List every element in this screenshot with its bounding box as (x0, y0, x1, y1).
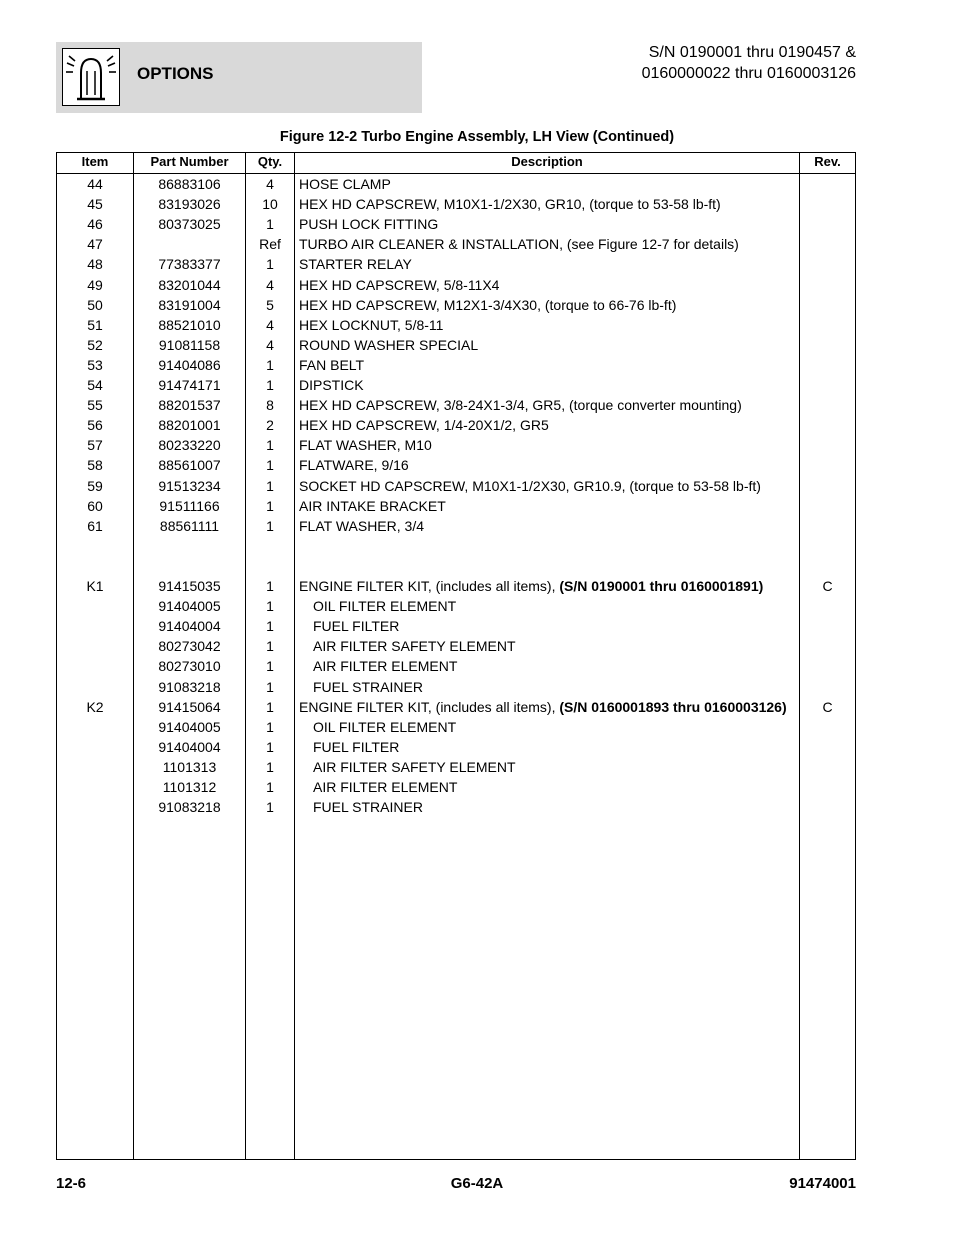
qty-cell: 1 (266, 638, 274, 655)
part-number-cell: 91404005 (158, 598, 221, 615)
description-cell (299, 455, 409, 475)
item-cell: 53 (87, 356, 103, 373)
qty-cell: Ref (259, 236, 281, 253)
part-number-cell: 91404004 (158, 738, 221, 755)
col-header-item: Item (81, 154, 109, 169)
part-number-cell: 91513234 (158, 477, 221, 494)
table-row (57, 214, 855, 234)
table-row (57, 697, 855, 717)
description-text: FUEL STRAINER (313, 799, 423, 816)
description-cell (299, 295, 676, 315)
part-number-cell: 80273010 (158, 658, 221, 675)
qty-cell: 5 (266, 296, 274, 313)
qty-cell: 1 (266, 799, 274, 816)
description-cell (299, 335, 478, 355)
table-row (57, 536, 855, 556)
description-cell (313, 596, 456, 616)
description-cell (299, 275, 499, 295)
item-cell: 52 (87, 336, 103, 353)
item-cell: 49 (87, 276, 103, 293)
part-number-cell: 83193026 (158, 196, 221, 213)
qty-cell: 4 (266, 336, 274, 353)
item-cell: 55 (87, 397, 103, 414)
description-cell (299, 435, 432, 455)
qty-cell: 1 (266, 377, 274, 393)
qty-cell: 1 (266, 779, 274, 795)
description-text: HEX LOCKNUT, 5/8-11 (299, 316, 444, 333)
qty-cell: 1 (266, 758, 274, 775)
table-row (57, 616, 855, 636)
description-text: ENGINE FILTER KIT, (includes all items), (299, 578, 560, 594)
table-row (57, 174, 855, 194)
description-text: SOCKET HD CAPSCREW, M10X1-1/2X30, GR10.9, (torque to 53-58 lb-ft) (299, 477, 761, 494)
description-text: FLATWARE, 9/16 (299, 457, 409, 474)
qty-cell: 1 (266, 497, 274, 514)
description-text: HEX HD CAPSCREW, 1/4-20X1/2, GR5 (299, 417, 549, 434)
table-row (57, 435, 855, 455)
part-number-cell: 91474171 (158, 377, 221, 393)
qty-cell: 1 (266, 618, 274, 635)
figure-title: Figure 12-2 Turbo Engine Assembly, LH View (Continued) (279, 129, 675, 145)
qty-cell: 1 (266, 658, 274, 675)
description-text: HEX HD CAPSCREW, M12X1-3/4X30, (torque to 66-76 lb-ft) (299, 296, 677, 313)
part-number-cell: 77383377 (158, 256, 221, 273)
description-cell (299, 254, 412, 274)
part-number-cell: 88561111 (159, 517, 220, 534)
part-number-cell: 91083218 (158, 678, 221, 695)
description-text: TURBO AIR CLEANER & INSTALLATION, (see Figure 12-7 for details) (299, 236, 739, 253)
description-text: FUEL STRAINER (313, 678, 423, 695)
item-cell: 58 (87, 457, 103, 474)
description-text: FUEL FILTER (313, 738, 400, 755)
beacon-light-icon (62, 48, 120, 106)
qty-cell: 1 (266, 256, 274, 273)
part-number-cell: 88521010 (158, 316, 221, 333)
table-row (57, 757, 855, 777)
table-row (57, 415, 855, 435)
item-cell: 46 (87, 216, 103, 233)
description-text: AIR FILTER SAFETY ELEMENT (313, 758, 516, 775)
description-cell (299, 476, 761, 496)
description-cell (299, 516, 424, 536)
qty-cell: 1 (266, 678, 274, 695)
description-cell (299, 415, 549, 435)
part-number-cell: 91511166 (159, 497, 220, 514)
description-cell (299, 174, 391, 194)
description-text: AIR FILTER ELEMENT (313, 779, 458, 795)
qty-cell: 1 (266, 437, 274, 454)
serial-range-note: (S/N 0160001893 thru 0160003126) (559, 698, 787, 715)
part-number-cell: 83191004 (158, 296, 221, 313)
part-number-cell: 88201537 (158, 397, 221, 414)
description-text: AIR FILTER ELEMENT (313, 658, 458, 675)
description-cell (299, 214, 438, 234)
table-row (57, 496, 855, 516)
qty-cell: 1 (266, 578, 274, 594)
description-text: ROUND WASHER SPECIAL (299, 336, 479, 353)
part-number-cell: 88561007 (158, 457, 221, 474)
description-cell (313, 717, 456, 737)
item-cell: 50 (87, 296, 103, 313)
item-cell: 48 (87, 256, 103, 273)
description-text: STARTER RELAY (299, 256, 412, 273)
item-cell: 61 (87, 517, 103, 534)
description-text: HEX HD CAPSCREW, 5/8-11X4 (299, 276, 500, 293)
table-row (57, 254, 855, 274)
table-row (57, 777, 855, 797)
table-row (57, 476, 855, 496)
description-cell (313, 777, 457, 797)
description-text: AIR INTAKE BRACKET (299, 497, 446, 514)
table-row (57, 455, 855, 475)
description-cell (299, 375, 364, 395)
part-number-cell: 91415064 (158, 698, 221, 715)
table-row (57, 275, 855, 295)
qty-cell: 1 (266, 598, 274, 615)
part-number-cell: 80233220 (158, 437, 221, 454)
table-row (57, 717, 855, 737)
description-text: AIR FILTER SAFETY ELEMENT (313, 638, 516, 655)
rev-cell: C (822, 698, 833, 715)
col-header-rev: Rev. (814, 154, 841, 169)
section-title: OPTIONS (137, 64, 214, 83)
part-number-cell: 1101312 (162, 779, 217, 795)
table-row (57, 576, 855, 596)
qty-cell: 1 (266, 477, 274, 494)
qty-cell: 1 (266, 216, 274, 233)
qty-cell: 1 (266, 356, 274, 373)
item-cell: K2 (86, 698, 104, 715)
qty-cell: 4 (266, 276, 274, 293)
description-text: HEX HD CAPSCREW, M10X1-1/2X30, GR10, (torque to 53-58 lb-ft) (299, 196, 721, 213)
serial-line-1: S/N 0190001 thru 0190457 & (648, 44, 856, 61)
qty-cell: 1 (266, 517, 274, 534)
qty-cell: 1 (266, 718, 274, 735)
table-row (57, 335, 855, 355)
qty-cell: 4 (266, 316, 274, 333)
description-cell (299, 355, 364, 375)
item-cell: 56 (87, 417, 103, 434)
description-cell (313, 616, 399, 636)
description-cell (299, 395, 742, 415)
part-number-cell: 1101313 (162, 758, 217, 775)
item-cell: 60 (87, 497, 103, 514)
doc-number: 91474001 (789, 1175, 856, 1192)
page-number: 12-6 (56, 1175, 87, 1192)
description-text: DIPSTICK (299, 377, 364, 393)
part-number-cell: 86883106 (158, 176, 221, 192)
qty-cell: 4 (266, 176, 274, 192)
qty-cell: 10 (262, 196, 278, 213)
part-number-cell: 91404005 (158, 718, 221, 735)
table-row (57, 556, 855, 576)
item-cell: 51 (87, 316, 103, 333)
table-row (57, 797, 855, 817)
description-cell (299, 576, 763, 596)
description-text: PUSH LOCK FITTING (299, 216, 439, 233)
description-cell (299, 315, 443, 335)
table-row (57, 516, 855, 536)
qty-cell: 1 (266, 457, 274, 474)
table-row (57, 656, 855, 676)
serial-range-note: (S/N 0190001 thru 0160001891) (559, 578, 764, 594)
description-cell (313, 757, 516, 777)
table-row (57, 315, 855, 335)
description-text: HEX HD CAPSCREW, 3/8-24X1-3/4, GR5, (torque converter mounting) (299, 397, 742, 414)
description-cell (299, 697, 787, 717)
item-cell: 59 (87, 477, 103, 494)
part-number-cell: 91081158 (158, 336, 221, 353)
description-cell (313, 677, 423, 697)
qty-cell: 2 (266, 417, 274, 434)
table-row (57, 596, 855, 616)
part-number-cell: 91083218 (158, 799, 221, 816)
description-cell (313, 656, 457, 676)
table-row (57, 677, 855, 697)
item-cell: 45 (87, 196, 103, 213)
item-cell: 57 (87, 437, 103, 454)
item-cell: K1 (86, 578, 104, 594)
description-text: OIL FILTER ELEMENT (313, 718, 457, 735)
description-text: OIL FILTER ELEMENT (313, 598, 457, 615)
description-text: FUEL FILTER (313, 618, 400, 635)
part-number-cell: 88201001 (158, 417, 221, 434)
description-cell (299, 194, 721, 214)
part-number-cell: 80373025 (158, 216, 221, 233)
description-cell (313, 636, 516, 656)
model-number: G6-42A (450, 1175, 504, 1192)
part-number-cell: 91415035 (158, 578, 221, 594)
qty-cell: 1 (266, 738, 274, 755)
table-row (57, 636, 855, 656)
col-header-description: Description (511, 154, 583, 169)
part-number-cell: 80273042 (158, 638, 221, 655)
description-cell (299, 234, 739, 254)
table-row (57, 375, 855, 395)
qty-cell: 8 (266, 397, 274, 414)
col-header-qty: Qty. (257, 154, 283, 169)
table-row (57, 737, 855, 757)
part-number-cell: 83201044 (158, 276, 221, 293)
description-text: ENGINE FILTER KIT, (includes all items), (299, 698, 560, 715)
table-row (57, 355, 855, 375)
description-cell (299, 496, 446, 516)
serial-line-2: 0160000022 thru 0160003126 (641, 65, 856, 82)
col-header-part-number: Part Number (150, 154, 229, 169)
table-row (57, 234, 855, 254)
description-cell (313, 737, 399, 757)
description-text: FLAT WASHER, M10 (299, 437, 432, 454)
item-cell: 47 (87, 236, 103, 253)
description-text: HOSE CLAMP (299, 176, 391, 192)
qty-cell: 1 (266, 698, 274, 715)
table-row (57, 194, 855, 214)
item-cell: 54 (87, 377, 103, 393)
part-number-cell: 91404004 (158, 618, 221, 635)
parts-table (56, 152, 856, 1160)
description-text: FLAT WASHER, 3/4 (299, 517, 424, 534)
serial-range (642, 42, 856, 84)
table-row (57, 395, 855, 415)
item-cell: 44 (87, 176, 103, 192)
description-text: FAN BELT (299, 356, 365, 373)
part-number-cell: 91404086 (158, 356, 221, 373)
table-row (57, 295, 855, 315)
rev-cell: C (822, 578, 833, 594)
description-cell (313, 797, 423, 817)
